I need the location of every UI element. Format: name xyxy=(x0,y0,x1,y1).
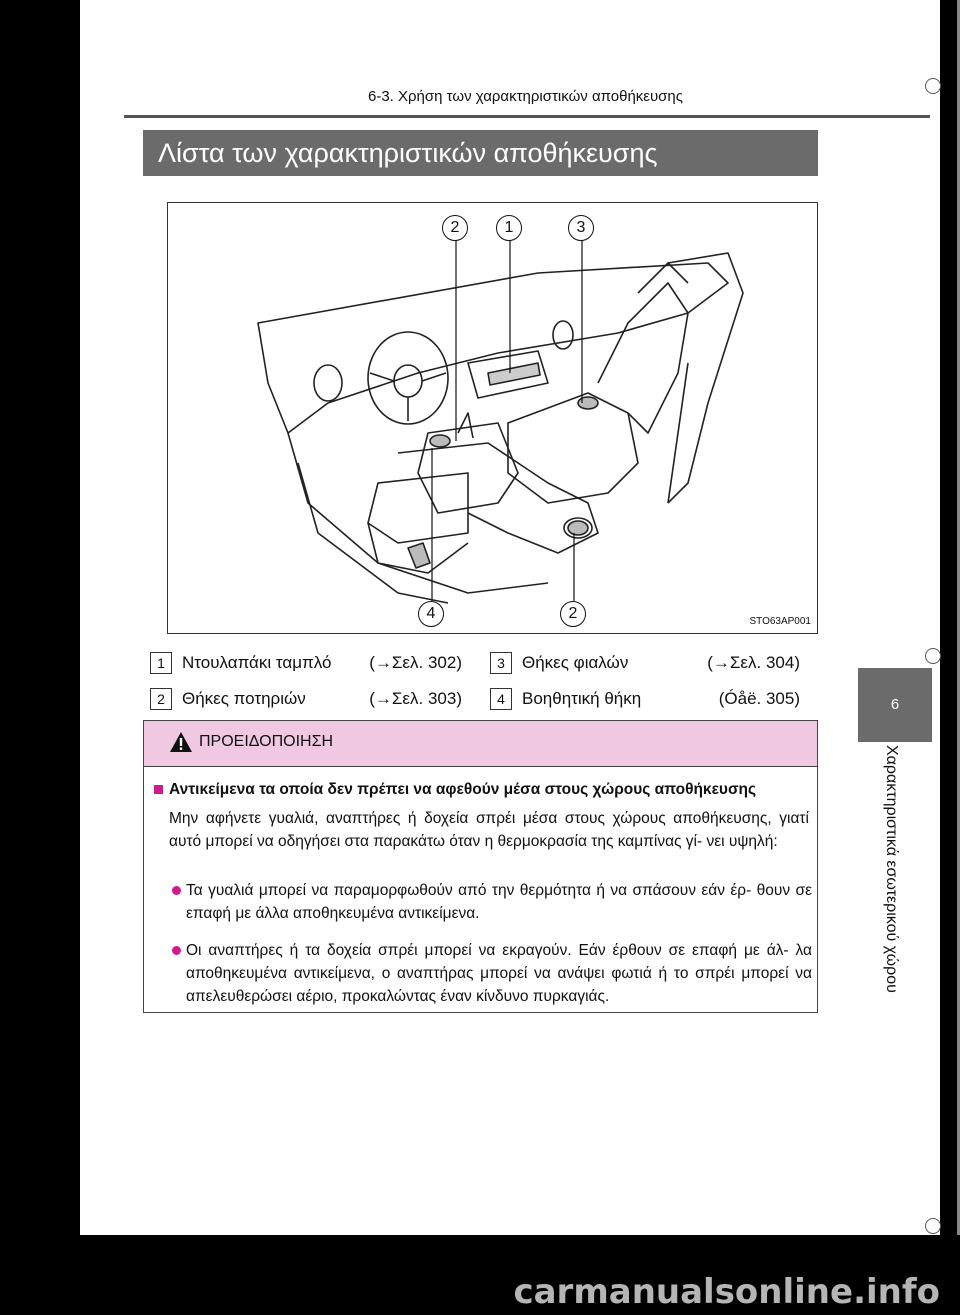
section-header: 6-3. Χρήση των χαρακτηριστικών αποθήκευσης xyxy=(368,88,683,105)
page-reference: (→Σελ. 302) xyxy=(369,653,462,672)
legend-label: Ντουλαπάκι ταμπλό xyxy=(182,653,332,672)
registration-mark-icon xyxy=(925,648,941,664)
legend-number: 2 xyxy=(150,688,172,710)
legend-label: Θήκες ποτηριών xyxy=(182,689,306,708)
page-title: Λίστα των χαρακτηριστικών αποθήκευσης xyxy=(143,130,818,176)
legend-label: Θήκες φιαλών xyxy=(522,653,629,672)
chapter-label: Χαρακτηριστικά εσωτερικού χώρου xyxy=(883,745,900,993)
figure-code: STO63AP001 xyxy=(749,616,811,627)
interior-figure xyxy=(167,202,818,634)
warning-heading xyxy=(154,781,804,799)
warning-icon xyxy=(169,731,193,753)
callout-2-top: 2 xyxy=(442,215,468,241)
bullet-dot-icon xyxy=(172,946,181,955)
warning-title: ΠΡΟΕΙΔΟΠΟΙΗΣΗ xyxy=(199,733,334,750)
warning-bullet-text: Τα γυαλιά μπορεί να παραμορφωθούν από την θερμότητα ή να σπάσουν εάν έρ- θουν σε επαφή με άλλα αποθηκευμένα αντικείμενα. xyxy=(186,882,812,922)
bullet-dot-icon xyxy=(172,886,181,895)
square-bullet-icon xyxy=(154,785,163,794)
legend-item-glove-box xyxy=(150,652,462,674)
callout-4: 4 xyxy=(418,601,444,627)
warning-header xyxy=(144,721,817,767)
registration-mark-icon xyxy=(925,78,941,94)
legend-item-auxiliary-box xyxy=(490,688,800,710)
page-reference: (→Σελ. 304) xyxy=(707,653,800,672)
callout-3: 3 xyxy=(568,215,594,241)
warning-bullet xyxy=(172,939,812,1008)
warning-heading-text: Αντικείμενα τα οποία δεν πρέπει να αφεθούν μέσα στους χώρους αποθήκευσης xyxy=(169,781,757,798)
legend-number: 4 xyxy=(490,688,512,710)
chapter-tab: 6 xyxy=(858,668,932,742)
page-reference: (Óåë. 305) xyxy=(718,689,800,708)
callout-1: 1 xyxy=(496,215,522,241)
legend-label: Βοηθητική θήκη xyxy=(522,689,642,708)
callout-2-bottom: 2 xyxy=(560,601,586,627)
car-interior-illustration xyxy=(168,203,817,633)
legend-item-bottle-holders xyxy=(490,652,800,674)
legend-number: 1 xyxy=(150,652,172,674)
warning-bullet-text: Οι αναπτήρες ή τα δοχεία σπρέι μπορεί να εκραγούν. Εάν έρθουν σε επαφή με άλ- λα αποθηκευμένα αντικείμενα, ο αναπτήρας μπορεί να ανάψει φωτιά ή το σπρέι μπορεί να απελευθερώσει αέριο, προκαλώντας έναν κίνδυνο πυρκαγιάς. xyxy=(186,942,812,1005)
registration-mark-icon xyxy=(925,1218,941,1234)
legend-item-cup-holders xyxy=(150,688,462,710)
page-reference: (→Σελ. 303) xyxy=(369,689,462,708)
warning-bullet xyxy=(172,879,812,925)
header-rule xyxy=(124,115,930,118)
warning-intro: Μην αφήνετε γυαλιά, αναπτήρες ή δοχεία σπρέι μέσα στους χώρους αποθήκευσης, γιατί αυτό μπορεί να οδηγήσει στα παρακάτω όταν η θερμοκρασία της καμπίνας γί- νει υψηλή: xyxy=(169,810,809,850)
watermark: carmanualsonline.info xyxy=(513,1272,940,1312)
warning-box xyxy=(143,720,818,1013)
legend-number: 3 xyxy=(490,652,512,674)
